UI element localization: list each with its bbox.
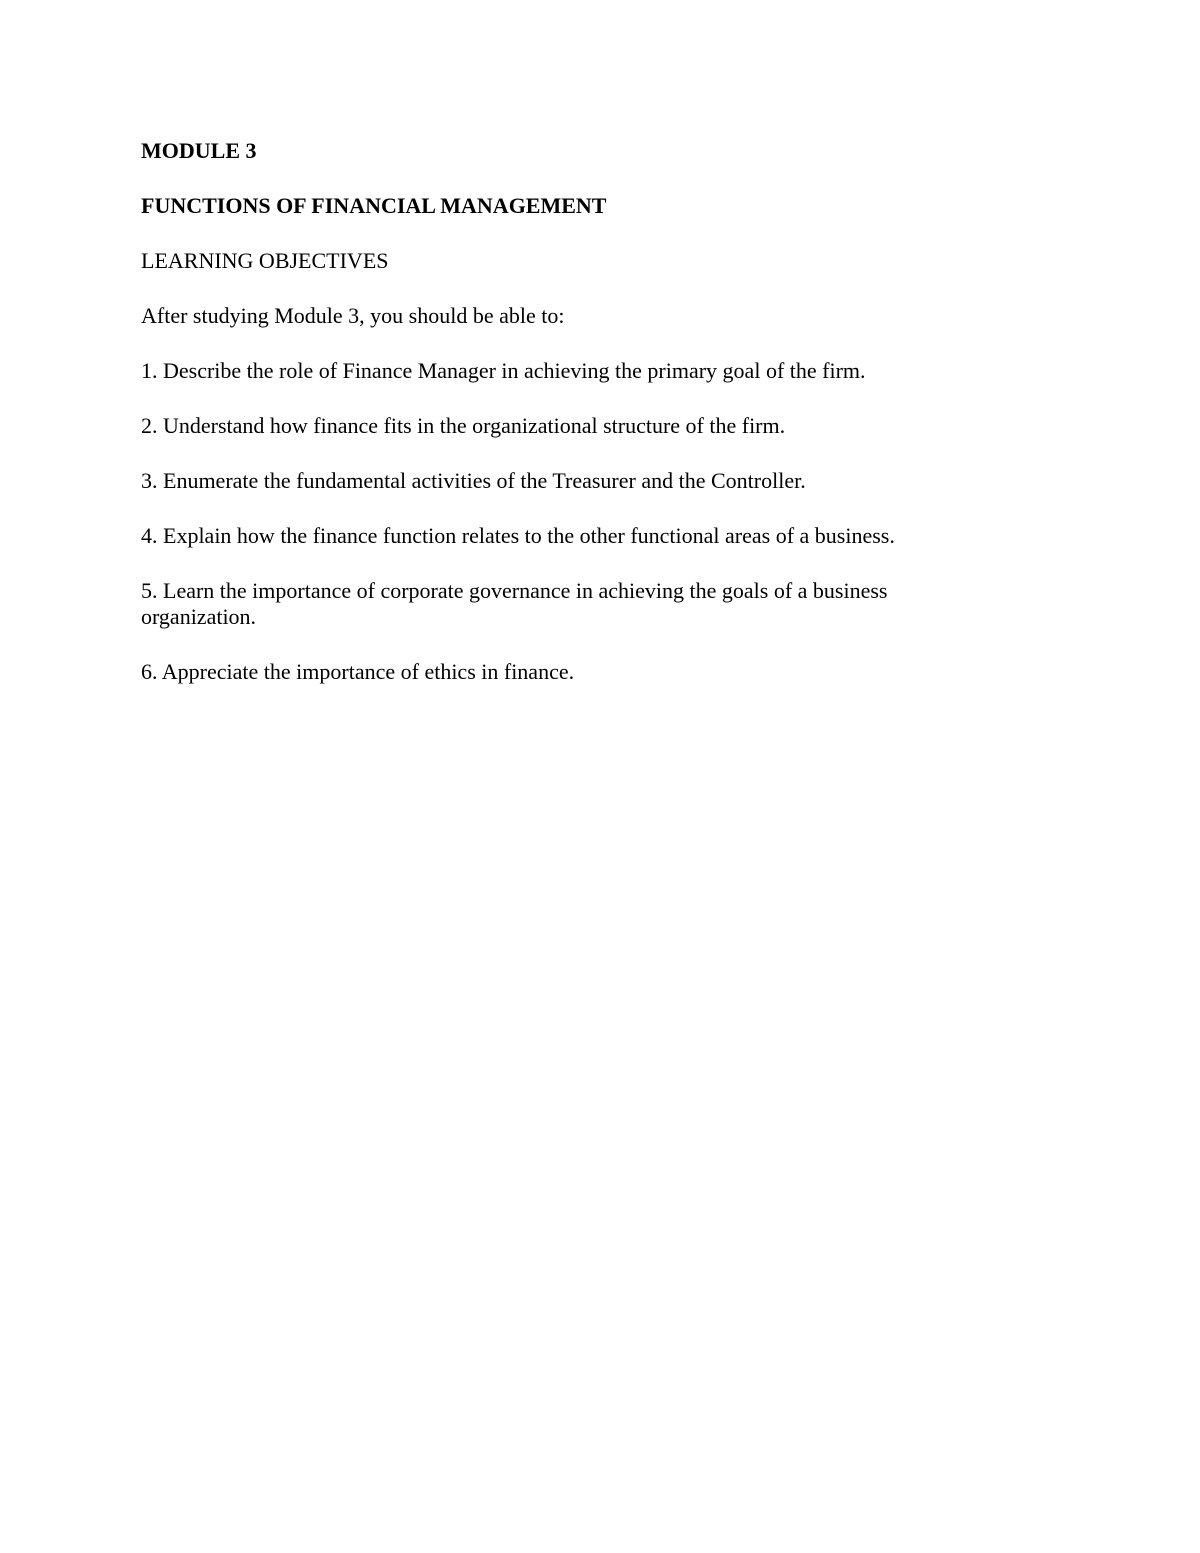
intro-text: After studying Module 3, you should be able to: xyxy=(141,303,565,328)
objective-item: 2. Understand how finance fits in the organizational structure of the firm. xyxy=(141,413,786,438)
objective-item: 1. Describe the role of Finance Manager in achieving the primary goal of the firm. xyxy=(141,358,866,383)
module-title: MODULE 3 xyxy=(141,138,257,163)
objectives-list xyxy=(141,358,1001,685)
page-content xyxy=(141,138,1001,714)
objective-item: 4. Explain how the finance function relates to the other functional areas of a business. xyxy=(141,523,895,548)
objective-item: 3. Enumerate the fundamental activities of the Treasurer and the Controller. xyxy=(141,468,806,493)
objective-item: 6. Appreciate the importance of ethics in finance. xyxy=(141,659,575,684)
chapter-title: FUNCTIONS OF FINANCIAL MANAGEMENT xyxy=(141,193,607,218)
objective-item: 5. Learn the importance of corporate governance in achieving the goals of a business organization. xyxy=(141,578,888,629)
section-heading: LEARNING OBJECTIVES xyxy=(141,248,389,273)
